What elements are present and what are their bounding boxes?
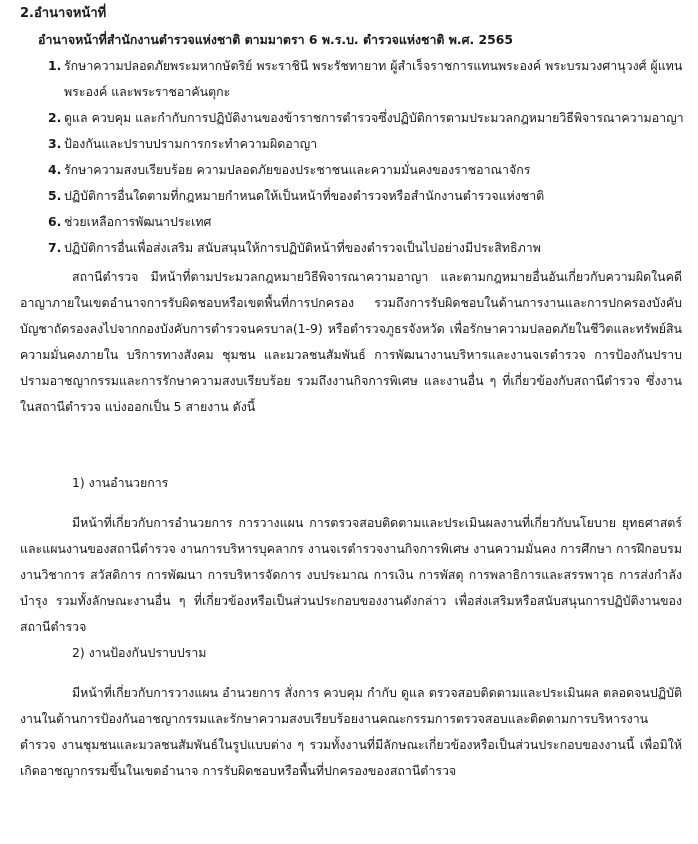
- job-body-administration-text: มีหน้าที่เกี่ยวกับการอำนวยการ การวางแผน การตรวจสอบติดตามและประเมินผลงานที่เกี่ยวกับนโยบาย ยุทธศาสตร์ และแผนงานของสถานีตำรวจ งานการบริหารบุคลากร งานจเรตำรวจงานกิจการพิเศษ งานความมั่นคง การศึกษา การฝึกอบรม งานวิชาการ สวัสดิการ การพัฒนา การบริหารจัดการ งบประมาณ การเงิน การพัสดุ การพลาธิการและสรรพาวุธ การส่งกำลังบำรุง รวมทั้งลักษณะงานอื่น ๆ ที่เกี่ยวข้องหรือเป็นส่วนประกอบของงานดังกล่าว เพื่อส่งเสริมหรือสนับสนุนการปฏิบัติงานของสถานีตำรวจ: [20, 515, 682, 634]
- list-item: [48, 235, 684, 261]
- list-item-text: ป้องกันและปราบปรามการกระทำความผิดอาญา: [64, 136, 318, 151]
- duties-list: [48, 53, 684, 261]
- list-item-number: 1.: [48, 58, 62, 73]
- list-item: [48, 105, 684, 131]
- list-item-number: 3.: [48, 136, 62, 151]
- list-item-text: ดูแล ควบคุม และกำกับการปฏิบัติงานของข้าราชการตำรวจซึ่งปฏิบัติการตามประมวลกฎหมายวิธีพิจารณาความอาญา: [64, 110, 684, 125]
- job-heading-administration: 1) งานอำนวยการ: [72, 475, 169, 490]
- job-heading-crime-prevention: 2) งานป้องกันปราบปราม: [72, 645, 207, 660]
- job-body-crime-prevention: [20, 680, 682, 784]
- list-item-text: รักษาความปลอดภัยพระมหากษัตริย์ พระราชินี พระรัชทายาท ผู้สำเร็จราชการแทนพระองค์ พระบรมวงศานุวงศ์ ผู้แทนพระองค์ และพระราชอาคันตุกะ: [64, 58, 683, 99]
- list-item-text: ปฏิบัติการอื่นใดตามที่กฎหมายกำหนดให้เป็นหน้าที่ของตำรวจหรือสำนักงานตำรวจแห่งชาติ: [64, 188, 545, 203]
- list-item: [48, 157, 684, 183]
- intro-paragraph-text: สถานีตำรวจ มีหน้าที่ตามประมวลกฎหมายวิธีพิจารณาความอาญา และตามกฎหมายอื่นอันเกี่ยวกับความผิดในคดีอาญาภายในเขตอำนาจการรับผิดชอบหรือเขตพื้นที่การปกครอง รวมถึงการรับผิดชอบในด้านการงานและการปกครองบังคับบัญชาถัดรองลงไปจากกองบังคับการตำรวจนครบาล(1-9) หรือตำรวจภูธรจังหวัด เพื่อรักษาความปลอดภัยในชีวิตและทรัพย์สิน ความมั่นคงภายใน บริการทางสังคม ชุมชน และมวลชนสัมพันธ์ การพัฒนางานบริหารและงานจเรตำรวจ การป้องกันปราบปรามอาชญากรรมและการรักษาความสงบเรียบร้อย รวมถึงงานกิจการพิเศษ และงานอื่น ๆ ที่เกี่ยวข้องกับสถานีตำรวจ ซึ่งงานในสถานีตำรวจ แบ่งออกเป็น 5 สายงาน ดังนี้: [20, 269, 682, 414]
- list-item-number: 4.: [48, 162, 62, 177]
- list-item-text: ปฏิบัติการอื่นเพื่อส่งเสริม สนับสนุนให้การปฏิบัติหน้าที่ของตำรวจเป็นไปอย่างมีประสิทธิภาพ: [64, 240, 541, 255]
- list-item-text: รักษาความสงบเรียบร้อย ความปลอดภัยของประชาชนและความมั่นคงของราชอาณาจักร: [64, 162, 531, 177]
- list-item-number: 6.: [48, 214, 62, 229]
- list-item-number: 5.: [48, 188, 62, 203]
- intro-paragraph: [20, 264, 682, 420]
- duties-subheading: อำนาจหน้าที่สำนักงานตำรวจแห่งชาติ ตามมาตรา 6 พ.ร.บ. ตำรวจแห่งชาติ พ.ศ. 2565: [38, 32, 514, 47]
- list-item-number: 2.: [48, 110, 62, 125]
- list-item: [48, 183, 684, 209]
- job-body-administration: [20, 510, 682, 640]
- job-body-crime-prevention-text: มีหน้าที่เกี่ยวกับการวางแผน อำนวยการ สั่งการ ควบคุม กำกับ ดูแล ตรวจสอบติดตามและประเมินผล ตลอดจนปฏิบัติงานในด้านการป้องกันอาชญากรรมและรักษาความสงบเรียบร้อยงานคณะกรรมการตรวจสอบและติดตามการบริหารงานตำรวจ งานชุมชนและมวลชนสัมพันธ์ในรูปแบบต่าง ๆ รวมทั้งงานที่มีลักษณะเกี่ยวข้องหรือเป็นส่วนประกอบของงานนี้ เพื่อมิให้เกิดอาชญากรรมขึ้นในเขตอำนาจ การรับผิดชอบหรือพื้นที่ปกครองของสถานีตำรวจ: [20, 685, 682, 778]
- list-item: [48, 53, 684, 105]
- list-item: [48, 131, 684, 157]
- list-item-text: ช่วยเหลือการพัฒนาประเทศ: [64, 214, 212, 229]
- section-heading: 2.อำนาจหน้าที่: [20, 6, 107, 21]
- list-item: [48, 209, 684, 235]
- list-item-number: 7.: [48, 240, 62, 255]
